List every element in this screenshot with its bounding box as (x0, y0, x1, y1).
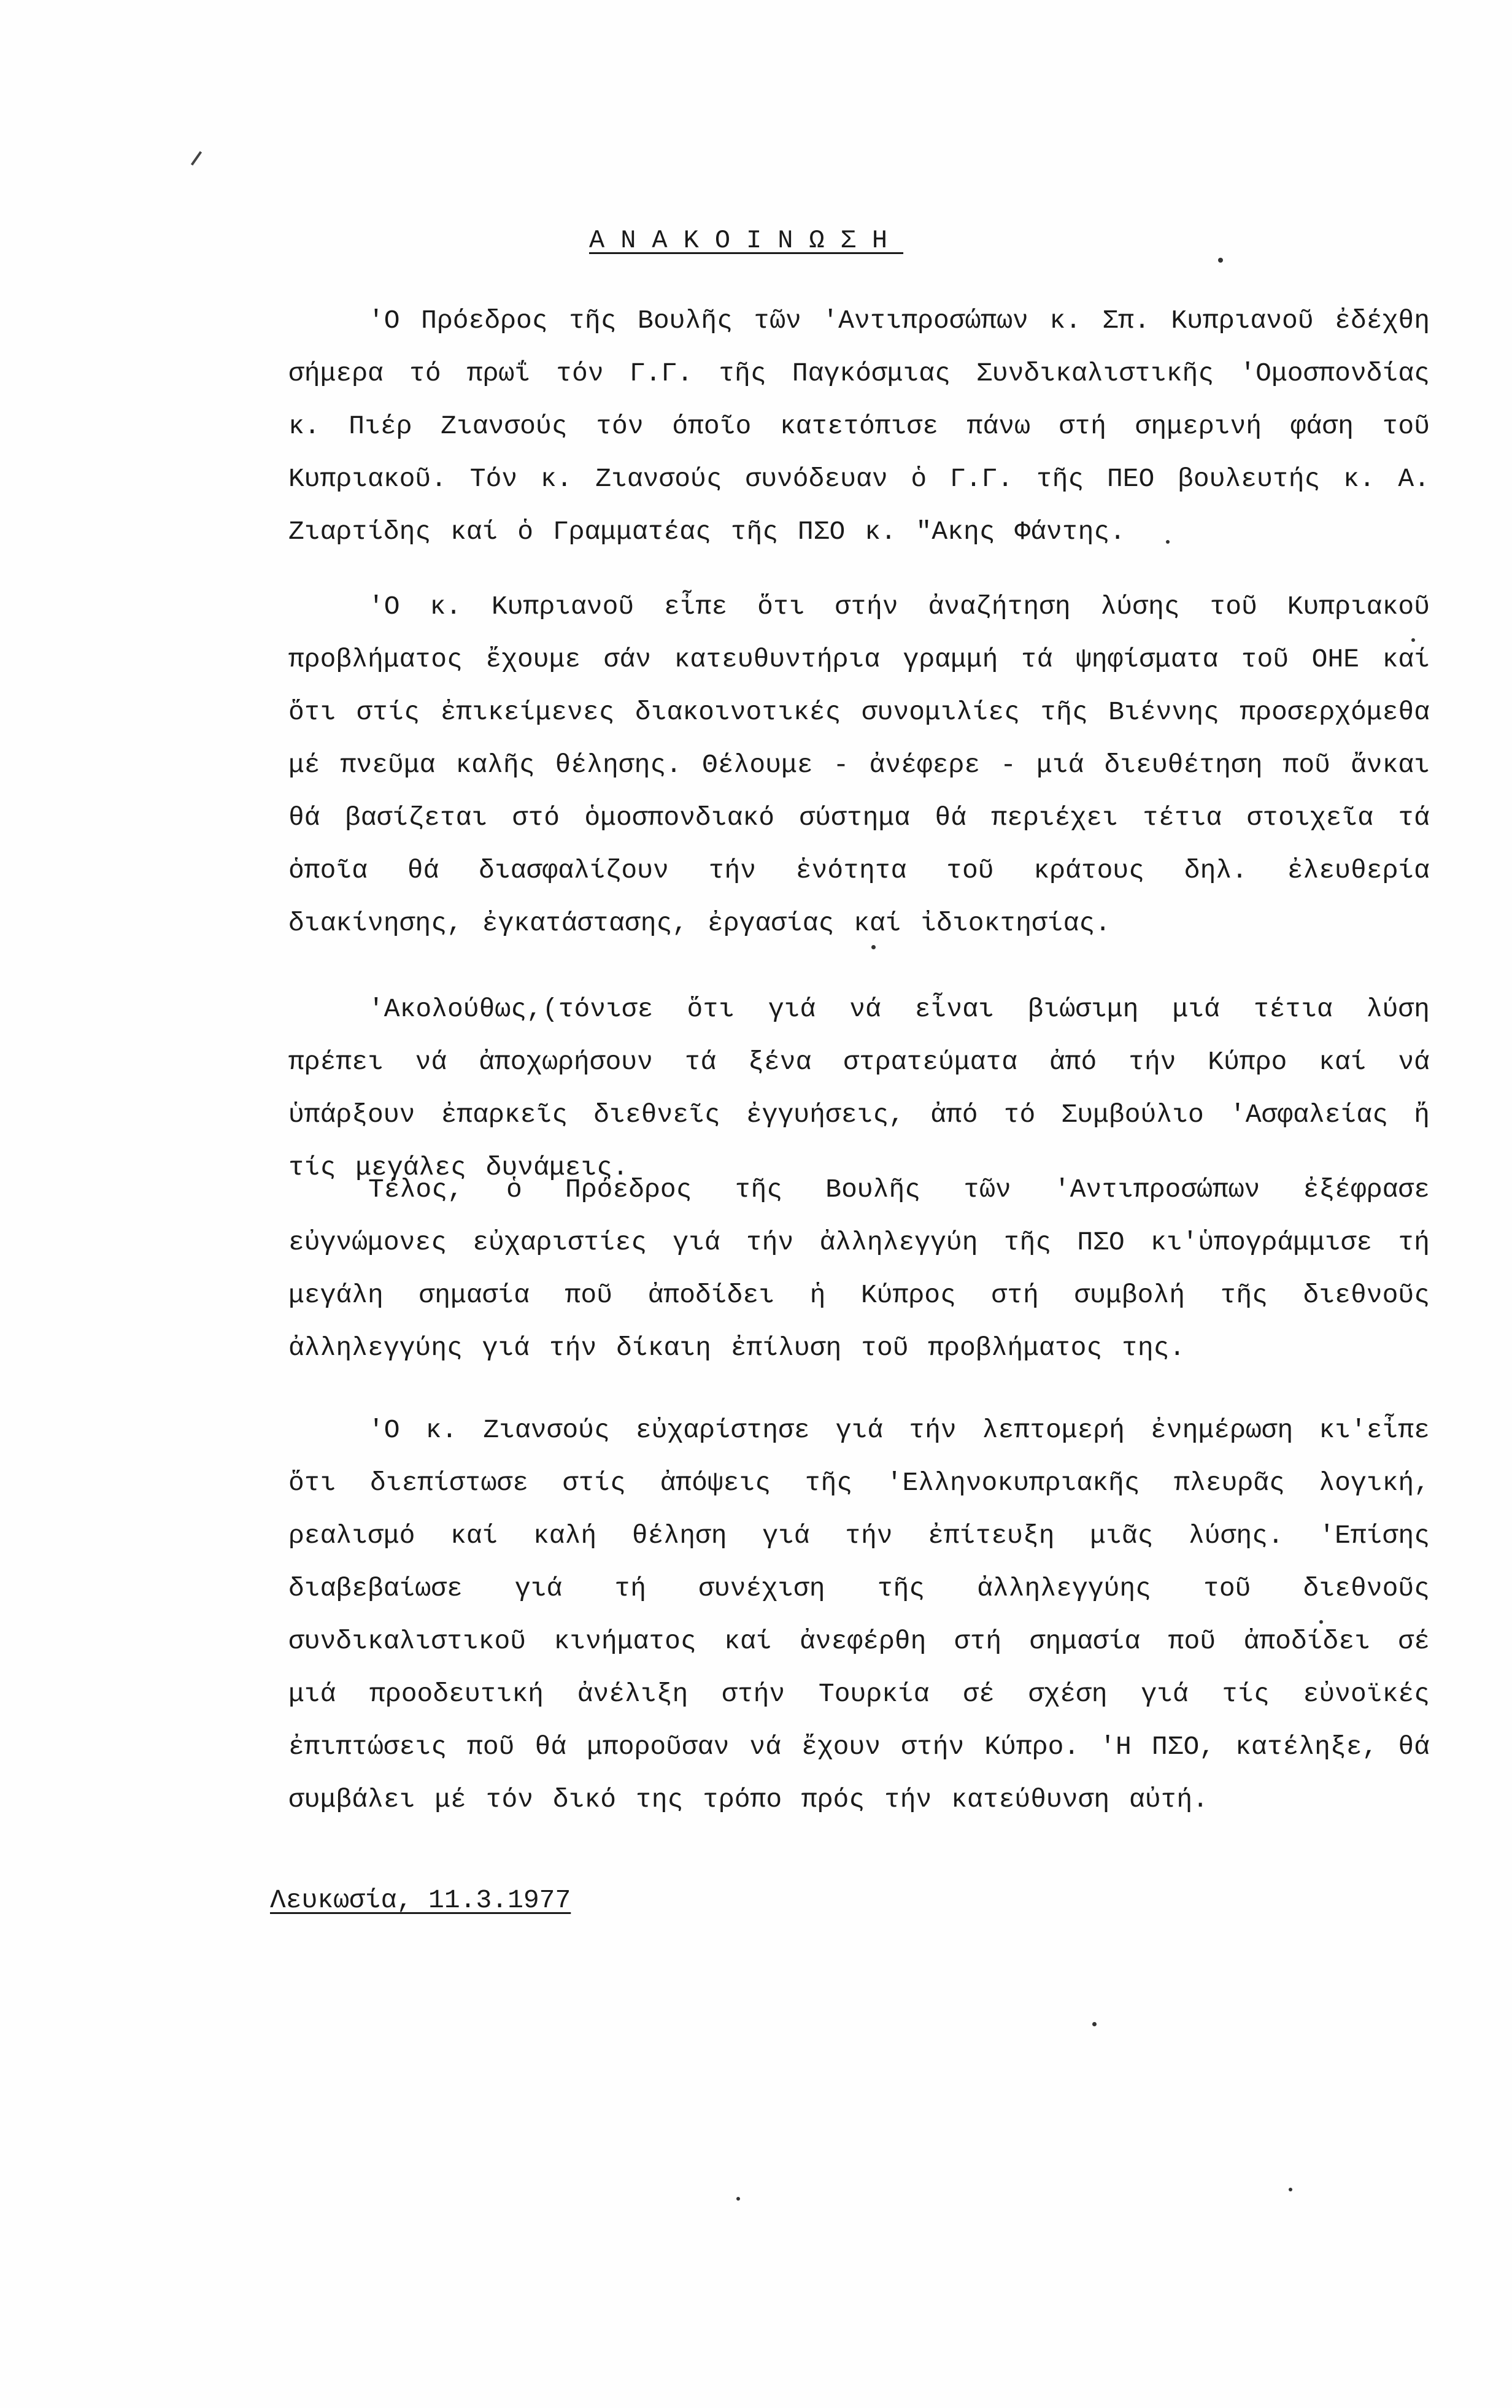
scan-speck (1166, 540, 1170, 544)
scan-speck (871, 945, 876, 949)
scan-speck (1411, 638, 1415, 642)
scan-speck (1319, 1620, 1323, 1624)
paragraph-3: 'Ακολούθως,(τόνισε ὅτι γιά νά εἶναι βιώσιμη μιά τέτια λύση πρέπει νά ἀποχωρήσουν τά ξένα στρατεύματα ἀπό τήν Κύπρο καί νά ὑπάρξουν ἐπαρκεῖς διεθνεῖς ἐγγυήσεις, ἀπό τό Συμβούλιο 'Ασφαλείας ἤ τίς μεγάλες δυνάμεις. (288, 994, 1430, 1183)
pen-stroke-mark (191, 151, 202, 166)
scan-speck (736, 2197, 740, 2201)
paragraph-4: Τέλος, ὁ Πρόεδρος τῆς Βουλῆς τῶν 'Αντιπροσώπων ἐξέφρασε εὐγνώμονες εὐχαριστίες γιά τήν ἀλληλεγγύη τῆς ΠΣΟ κι'ὑπογράμμισε τή μεγάλη σημασία ποῦ ἀποδίδει ἡ Κύπρος στή συμβολή τῆς διεθνοῦς ἀλληλεγγύης γιά τήν δίκαιη ἐπίλυση τοῦ προβλήματος της. (288, 1175, 1430, 1363)
date-line: Λευκωσία, 11.3.1977 (270, 1885, 571, 1915)
document-title: ΑΝΑΚΟΙΝΩΣΗ (589, 226, 904, 255)
paragraph-2: 'Ο κ. Κυπριανοῦ εἶπε ὅτι στήν ἀναζήτηση λύσης τοῦ Κυπριακοῦ προβλήματος ἔχουμε σάν κατευθυντήρια γραμμή τά ψηφίσματα τοῦ ΟΗΕ καί ὅτι στίς ἐπικείμενες διακοινοτικές συνομιλίες τῆς Βιέννης προσερχόμεθα μέ πνεῦμα καλῆς θέλησης. Θέλουμε - ἀνέφερε - μιά διευθέτηση ποῦ ἄνκαι θά βασίζεται στό ὁμοσπονδιακό σύστημα θά περιέχει τέτια στοιχεῖα τά ὁποῖα θά διασφαλίζουν τήν ἑνότητα τοῦ κράτους δηλ. ἐλευθερία διακίνησης, ἐγκατάστασης, ἐργασίας καί ἰδιοκτησίας. (288, 592, 1430, 938)
paragraph-5: 'Ο κ. Ζιανσούς εὐχαρίστησε γιά τήν λεπτομερή ἐνημέρωση κι'εἶπε ὅτι διεπίστωσε στίς ἀπόψεις τῆς 'Ελληνοκυπριακῆς πλευρᾶς λογική, ρεαλισμό καί καλή θέληση γιά τήν ἐπίτευξη μιᾶς λύσης. 'Επίσης διαβεβαίωσε γιά τή συνέχιση τῆς ἀλληλεγγύης τοῦ διεθνοῦς συνδικαλιστικοῦ κινήματος καί ἀνεφέρθη στή σημασία ποῦ ἀποδίδει σέ μιά προοδευτική ἀνέλιξη στήν Τουρκία σέ σχέση γιά τίς εὐνοϊκές ἐπιπτώσεις ποῦ θά μποροῦσαν νά ἔχουν στήν Κύπρο. 'Η ΠΣΟ, κατέληξε, θά συμβάλει μέ τόν δικό της τρόπο πρός τήν κατεύθυνση αὐτή. (288, 1415, 1430, 1815)
scan-speck (1289, 2188, 1292, 2191)
scan-speck (1092, 2022, 1097, 2026)
paragraph-1: 'Ο Πρόεδρος τῆς Βουλῆς τῶν 'Αντιπροσώπων κ. Σπ. Κυπριανοῦ ἐδέχθη σήμερα τό πρωΐ τόν Γ.Γ. τῆς Παγκόσμιας Συνδικαλιστικῆς 'Ομοσπονδίας κ. Πιέρ Ζιανσούς τόν όποῖο κατετόπισε πάνω στή σημερινή φάση τοῦ Κυπριακοῦ. Τόν κ. Ζιανσούς συνόδευαν ὁ Γ.Γ. τῆς ΠΕΟ βουλευτής κ. Α. Ζιαρτίδης καί ὁ Γραμματέας τῆς ΠΣΟ κ. "Ακης Φάντης. (288, 306, 1430, 547)
scan-speck (1218, 258, 1223, 263)
